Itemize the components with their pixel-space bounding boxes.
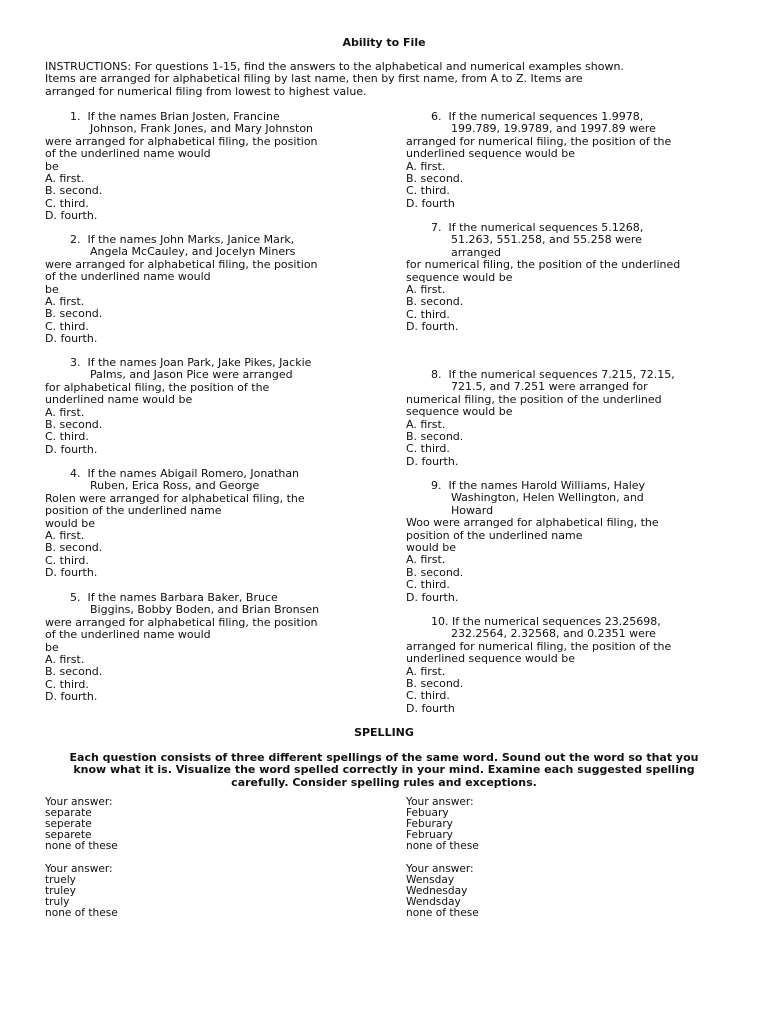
question-lead [406, 222, 726, 259]
option-c[interactable]: C. third. [45, 553, 89, 567]
option-a[interactable]: A. first. [45, 653, 85, 667]
question-lead-text: If the names Abigail Romero, Jonathan Ruben, Erica Ross, and George [87, 467, 300, 493]
option-c[interactable]: C. third. [45, 319, 89, 333]
spelling-title: SPELLING [354, 726, 414, 739]
spelling-choice[interactable]: none of these [45, 907, 118, 919]
question-4 [45, 468, 365, 580]
question-lead-text: If the names John Marks, Janice Mark, Angela McCauley, and Jocelyn Miners [87, 233, 296, 259]
spelling-choice[interactable]: none of these [406, 840, 479, 852]
option-b[interactable]: B. second. [45, 665, 103, 679]
question-lead-text: If the names Barbara Baker, Bruce Biggins, Bobby Boden, and Brian Bronsen [87, 591, 320, 617]
option-c[interactable]: C. third. [45, 430, 89, 444]
spelling-choice[interactable]: none of these [406, 907, 479, 919]
spelling-choice[interactable]: truley [45, 885, 76, 897]
question-number: 8. [431, 368, 442, 381]
question-9 [406, 480, 726, 604]
answer-label: Your answer: [406, 796, 474, 808]
question-lead-text: If the numerical sequences 7.215, 72.15, 721.5, and 7.251 were arranged for [448, 368, 675, 394]
question-1 [45, 111, 365, 223]
option-c[interactable]: C. third. [45, 677, 89, 691]
option-c[interactable]: C. third. [406, 578, 450, 592]
spelling-item-3 [45, 864, 285, 919]
option-a[interactable]: A. first. [406, 283, 446, 297]
spelling-choice[interactable]: truly [45, 896, 70, 908]
question-number: 1. [70, 110, 81, 123]
spelling-item-1 [45, 797, 285, 852]
question-3 [45, 357, 365, 456]
option-b[interactable]: B. second. [406, 677, 464, 691]
question-body: were arranged for alphabetical filing, the position of the underlined name would be [45, 615, 318, 654]
option-a[interactable]: A. first. [406, 417, 446, 431]
question-lead-text: If the numerical sequences 5.1268, 51.263, 551.258, and 55.258 were arranged [448, 221, 644, 259]
spelling-choice[interactable]: Wensday [406, 874, 455, 886]
question-lead-text: If the names Brian Josten, Francine Johnson, Frank Jones, and Mary Johnston [87, 110, 314, 136]
question-lead [406, 480, 726, 517]
option-c[interactable]: C. third. [406, 442, 450, 456]
option-a[interactable]: A. first. [406, 664, 446, 678]
option-a[interactable]: A. first. [45, 172, 85, 186]
question-lead-text: If the numerical sequences 23.25698, 232.2564, 2.32568, and 0.2351 were [451, 615, 661, 641]
spelling-instructions: Each question consists of three different spellings of the same word. Sound out the word so that you know what it is. Visualize the word spelled correctly in your mind. Examine each suggested spelling carefully. Consider spelling rules and exceptions. [69, 751, 699, 789]
spelling-choice[interactable]: Feburary [406, 818, 453, 830]
question-lead [45, 234, 365, 259]
option-a[interactable]: A. first. [45, 529, 85, 543]
question-lead [406, 111, 726, 136]
question-number: 2. [70, 233, 81, 246]
question-lead [45, 592, 365, 617]
option-b[interactable]: B. second. [406, 172, 464, 186]
option-d[interactable]: D. fourth. [406, 320, 459, 334]
option-d[interactable]: D. fourth. [45, 442, 98, 456]
option-c[interactable]: C. third. [45, 196, 89, 210]
question-lead [45, 468, 365, 493]
option-d[interactable]: D. fourth. [45, 209, 98, 223]
option-a[interactable]: A. first. [45, 405, 85, 419]
option-d[interactable]: D. fourth [406, 196, 455, 210]
question-10 [406, 616, 726, 715]
option-c[interactable]: C. third. [406, 184, 450, 198]
question-number: 7. [431, 221, 442, 234]
option-b[interactable]: B. second. [45, 307, 103, 321]
spelling-choice[interactable]: none of these [45, 840, 118, 852]
question-5 [45, 592, 365, 704]
question-number: 6. [431, 110, 442, 123]
option-d[interactable]: D. fourth. [45, 690, 98, 704]
question-lead [406, 369, 726, 394]
question-7 [406, 222, 726, 334]
page-title: Ability to File [342, 36, 426, 49]
question-lead-text: If the numerical sequences 1.9978, 199.789, 19.9789, and 1997.89 were [448, 110, 656, 136]
option-a[interactable]: A. first. [45, 295, 85, 309]
question-number: 3. [70, 356, 81, 369]
question-2 [45, 234, 365, 346]
question-number: 5. [70, 591, 81, 604]
question-number: 9. [431, 479, 442, 492]
question-number: 4. [70, 467, 81, 480]
question-lead-text: If the names Joan Park, Jake Pikes, Jackie Palms, and Jason Pice were arranged [87, 356, 312, 382]
spelling-choice[interactable]: Wednesday [406, 885, 468, 897]
option-c[interactable]: C. third. [406, 689, 450, 703]
question-body: were arranged for alphabetical filing, the position of the underlined name would be [45, 257, 318, 296]
option-c[interactable]: C. third. [406, 307, 450, 321]
question-body: for alphabetical filing, the position of the underlined name would be [45, 380, 270, 407]
instructions-text: INSTRUCTIONS: For questions 1-15, find the answers to the alphabetical and numerical examples shown. Items are arranged for alphabetical filing by last name, then by first name, from A to Z. Items are arranged for numerical filing from lowest to highest value. [45, 60, 624, 98]
spelling-choice[interactable]: February [406, 829, 453, 841]
option-d[interactable]: D. fourth. [45, 332, 98, 346]
spelling-choice[interactable]: Febuary [406, 807, 449, 819]
question-body: for numerical filing, the position of the underlined sequence would be [406, 258, 681, 284]
question-lead [45, 111, 365, 136]
question-lead [406, 616, 726, 641]
option-b[interactable]: B. second. [45, 184, 103, 198]
question-body: Rolen were arranged for alphabetical filing, the position of the underlined name would be [45, 491, 305, 530]
option-d[interactable]: D. fourth. [406, 590, 459, 604]
option-b[interactable]: B. second. [45, 418, 103, 432]
spelling-choice[interactable]: truely [45, 874, 76, 886]
question-body: were arranged for alphabetical filing, the position of the underlined name would be [45, 134, 318, 173]
question-lead-text: If the names Harold Williams, Haley Washington, Helen Wellington, and Howard [448, 479, 646, 517]
option-a[interactable]: A. first. [406, 159, 446, 173]
question-body: Woo were arranged for alphabetical filing, the position of the underlined name would be [406, 516, 659, 555]
answer-label: Your answer: [45, 796, 113, 808]
option-d[interactable]: D. fourth. [406, 454, 459, 468]
question-8 [406, 369, 726, 468]
option-b[interactable]: B. second. [406, 430, 464, 444]
option-a[interactable]: A. first. [406, 553, 446, 567]
option-d[interactable]: D. fourth [406, 701, 455, 715]
answer-label: Your answer: [406, 863, 474, 875]
option-b[interactable]: B. second. [406, 565, 464, 579]
question-6 [406, 111, 726, 210]
question-lead [45, 357, 365, 382]
spelling-choice[interactable]: separete [45, 829, 92, 841]
option-d[interactable]: D. fourth. [45, 566, 98, 580]
answer-label: Your answer: [45, 863, 113, 875]
spelling-choice[interactable]: Wendsday [406, 896, 461, 908]
question-number: 10. [431, 615, 449, 628]
option-b[interactable]: B. second. [406, 295, 464, 309]
spelling-item-4 [406, 864, 646, 919]
question-body: arranged for numerical filing, the position of the underlined sequence would be [406, 134, 672, 161]
spelling-choice[interactable]: seperate [45, 818, 92, 830]
question-body: numerical filing, the position of the underlined sequence would be [406, 392, 662, 419]
spelling-item-2 [406, 797, 646, 852]
spelling-choice[interactable]: separate [45, 807, 92, 819]
option-b[interactable]: B. second. [45, 541, 103, 555]
question-body: arranged for numerical filing, the position of the underlined sequence would be [406, 639, 672, 666]
